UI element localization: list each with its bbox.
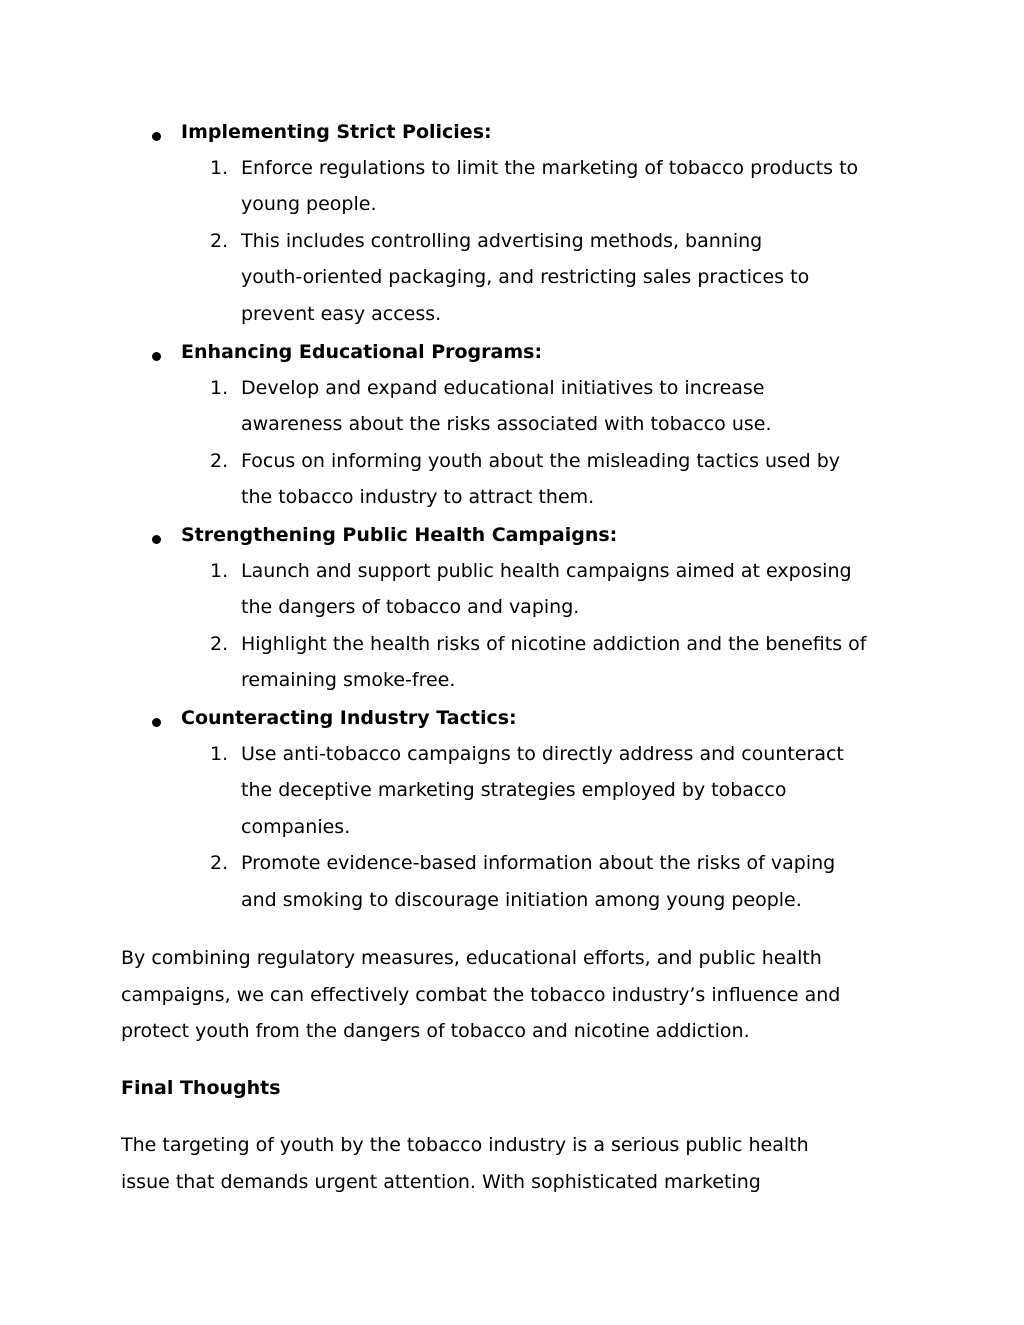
section-title: Counteracting Industry Tactics: bbox=[181, 707, 517, 729]
text-line: prevent easy access. bbox=[241, 302, 442, 325]
list-number: 1. bbox=[210, 559, 229, 582]
section-title: Enhancing Educational Programs: bbox=[181, 341, 543, 363]
text-line: Use anti-tobacco campaigns to directly address and counteract bbox=[241, 742, 844, 765]
section-enhancing-educational-programs bbox=[0, 340, 1024, 516]
text-line: Promote evidence-based information about the risks of vaping bbox=[241, 852, 836, 875]
text-line: young people. bbox=[241, 193, 377, 216]
list-item bbox=[0, 553, 1024, 626]
text-line: the tobacco industry to attract them. bbox=[241, 486, 595, 509]
final-thoughts-heading: Final Thoughts bbox=[121, 1077, 281, 1099]
list-item-text bbox=[241, 443, 911, 516]
text-line: companies. bbox=[241, 815, 351, 838]
list-item-text bbox=[241, 370, 911, 443]
list-item bbox=[0, 626, 1024, 699]
bullet-dot-icon bbox=[152, 132, 161, 141]
text-line: Enforce regulations to limit the marketing of tobacco products to bbox=[241, 156, 859, 179]
text-line: Focus on informing youth about the misleading tactics used by bbox=[241, 449, 841, 472]
list-item bbox=[0, 443, 1024, 516]
list-item bbox=[0, 223, 1024, 333]
list-item-text bbox=[241, 223, 911, 333]
summary-paragraph bbox=[121, 940, 911, 1050]
list-number: 1. bbox=[210, 742, 229, 765]
list-number: 2. bbox=[210, 852, 229, 875]
text-line: campaigns, we can effectively combat the tobacco industry’s influence and bbox=[121, 983, 841, 1006]
text-line: The targeting of youth by the tobacco industry is a serious public health bbox=[121, 1134, 809, 1156]
list-item-text bbox=[241, 553, 911, 626]
list-item-text bbox=[241, 150, 911, 223]
list-item-text bbox=[241, 626, 911, 699]
list-item bbox=[0, 736, 1024, 846]
section-counteracting-industry-tactics bbox=[0, 706, 1024, 919]
bullet-dot-icon bbox=[152, 535, 161, 544]
text-line: awareness about the risks associated with tobacco use. bbox=[241, 413, 772, 436]
final-paragraph bbox=[121, 1127, 911, 1200]
text-line: the deceptive marketing strategies employed by tobacco bbox=[241, 779, 787, 802]
list-item-text bbox=[241, 845, 911, 918]
text-line: the dangers of tobacco and vaping. bbox=[241, 596, 580, 619]
list-number: 2. bbox=[210, 229, 229, 252]
text-line: This includes controlling advertising methods, banning bbox=[241, 229, 763, 252]
bullet-dot-icon bbox=[152, 352, 161, 361]
list-number: 2. bbox=[210, 449, 229, 472]
list-item bbox=[0, 370, 1024, 443]
text-line: issue that demands urgent attention. With sophisticated marketing bbox=[121, 1170, 761, 1193]
section-strengthening-public-health-campaigns bbox=[0, 523, 1024, 699]
section-title: Implementing Strict Policies: bbox=[181, 121, 492, 143]
list-number: 1. bbox=[210, 376, 229, 399]
list-number: 1. bbox=[210, 156, 229, 179]
list-number: 2. bbox=[210, 632, 229, 655]
text-line: Develop and expand educational initiatives to increase bbox=[241, 376, 765, 399]
list-item bbox=[0, 845, 1024, 918]
text-line: and smoking to discourage initiation among young people. bbox=[241, 888, 802, 911]
section-title: Strengthening Public Health Campaigns: bbox=[181, 524, 618, 546]
text-line: youth-oriented packaging, and restricting sales practices to bbox=[241, 266, 810, 289]
bullet-dot-icon bbox=[152, 718, 161, 727]
text-line: remaining smoke-free. bbox=[241, 669, 456, 692]
section-implementing-strict-policies bbox=[0, 120, 1024, 333]
text-line: By combining regulatory measures, educational efforts, and public health bbox=[121, 947, 822, 969]
text-line: Highlight the health risks of nicotine addiction and the benefits of bbox=[241, 632, 867, 655]
text-line: protect youth from the dangers of tobacco and nicotine addiction. bbox=[121, 1020, 750, 1043]
text-line: Launch and support public health campaigns aimed at exposing bbox=[241, 559, 852, 582]
list-item-text bbox=[241, 736, 911, 846]
list-item bbox=[0, 150, 1024, 223]
